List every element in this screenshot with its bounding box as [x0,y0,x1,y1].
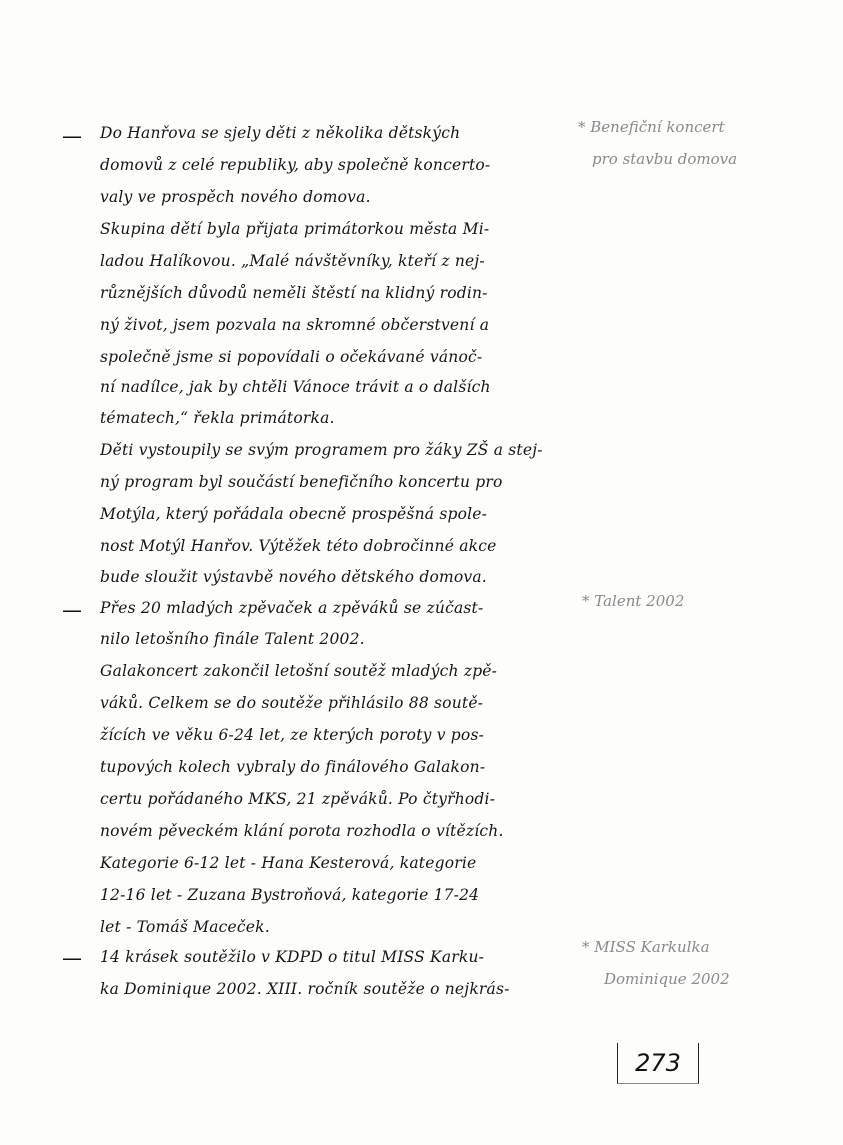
entry-2-margin-note-1: * Talent 2002 [582,592,685,610]
entry-1-line-15: bude sloužit výstavbě nového dětského domova. [100,568,487,586]
entry-1-line-10: tématech,“ řekla primátorka. [100,409,335,427]
entry-2-line-9: Kategorie 6-12 let - Hana Kesterová, kategorie [100,854,477,872]
entry-1-line-11: Děti vystoupily se svým programem pro žáky ZŠ a stej- [100,441,543,459]
entry-3-dash: — [62,946,82,970]
entry-1-margin-note-1: * Benefiční koncert [578,118,725,136]
entry-2-line-4: váků. Celkem se do soutěže přihlásilo 88 soutě- [100,694,484,712]
entry-2-line-10: 12-16 let - Zuzana Bystroňová, kategorie 17-24 [100,886,480,904]
entry-2-line-6: tupových kolech vybraly do finálového Galakon- [100,758,486,776]
entry-1-line-12: ný program byl součástí benefičního koncertu pro [100,473,503,491]
entry-3-margin-note-2: Dominique 2002 [604,970,730,988]
entry-2-line-2: nilo letošního finále Talent 2002. [100,630,365,648]
entry-1-dash: — [62,124,82,148]
entry-1-line-5: ladou Halíkovou. „Malé návštěvníky, kteří z nej- [100,252,485,270]
entry-1-line-7: ný život, jsem pozvala na skromné občerstvení a [100,316,490,334]
entry-1-line-3: valy ve prospěch nového domova. [100,188,371,206]
entry-3-line-1: 14 krásek soutěžilo v KDPD o titul MISS Karku- [100,948,485,966]
entry-1-line-9: ní nadílce, jak by chtěli Vánoce trávit a o dalších [100,378,491,396]
entry-2-line-1: Přes 20 mladých zpěvaček a zpěváků se zúčast- [100,599,484,617]
entry-2-line-3: Galakoncert zakončil letošní soutěž mladých zpě- [100,662,498,680]
entry-3-line-2: ka Dominique 2002. XIII. ročník soutěže o nejkrás- [100,980,510,998]
entry-2-dash: — [62,598,82,622]
entry-1-line-8: společně jsme si popovídali o očekávané vánoč- [100,348,483,366]
entry-2-line-8: novém pěveckém klání porota rozhodla o vítězích. [100,822,504,840]
entry-2-line-11: let - Tomáš Maceček. [100,918,270,936]
entry-1-line-14: nost Motýl Hanřov. Výtěžek této dobročinné akce [100,537,497,555]
entry-1-line-1: Do Hanřova se sjely děti z několika dětských [100,124,461,142]
entry-1-line-4: Skupina dětí byla přijata primátorkou města Mi- [100,220,490,238]
page-number: 273 [617,1043,699,1084]
entry-3-margin-note-1: * MISS Karkulka [582,938,710,956]
entry-2-line-5: žících ve věku 6-24 let, ze kterých poroty v pos- [100,726,485,744]
entry-1-line-2: domovů z celé republiky, aby společně koncerto- [100,156,491,174]
entry-1-line-6: různějších důvodů neměli štěstí na klidný rodin- [100,284,488,302]
entry-1-line-13: Motýla, který pořádala obecně prospěšná spole- [100,505,488,523]
entry-1-margin-note-2: pro stavbu domova [592,150,738,168]
entry-2-line-7: certu pořádaného MKS, 21 zpěváků. Po čtyřhodi- [100,790,496,808]
